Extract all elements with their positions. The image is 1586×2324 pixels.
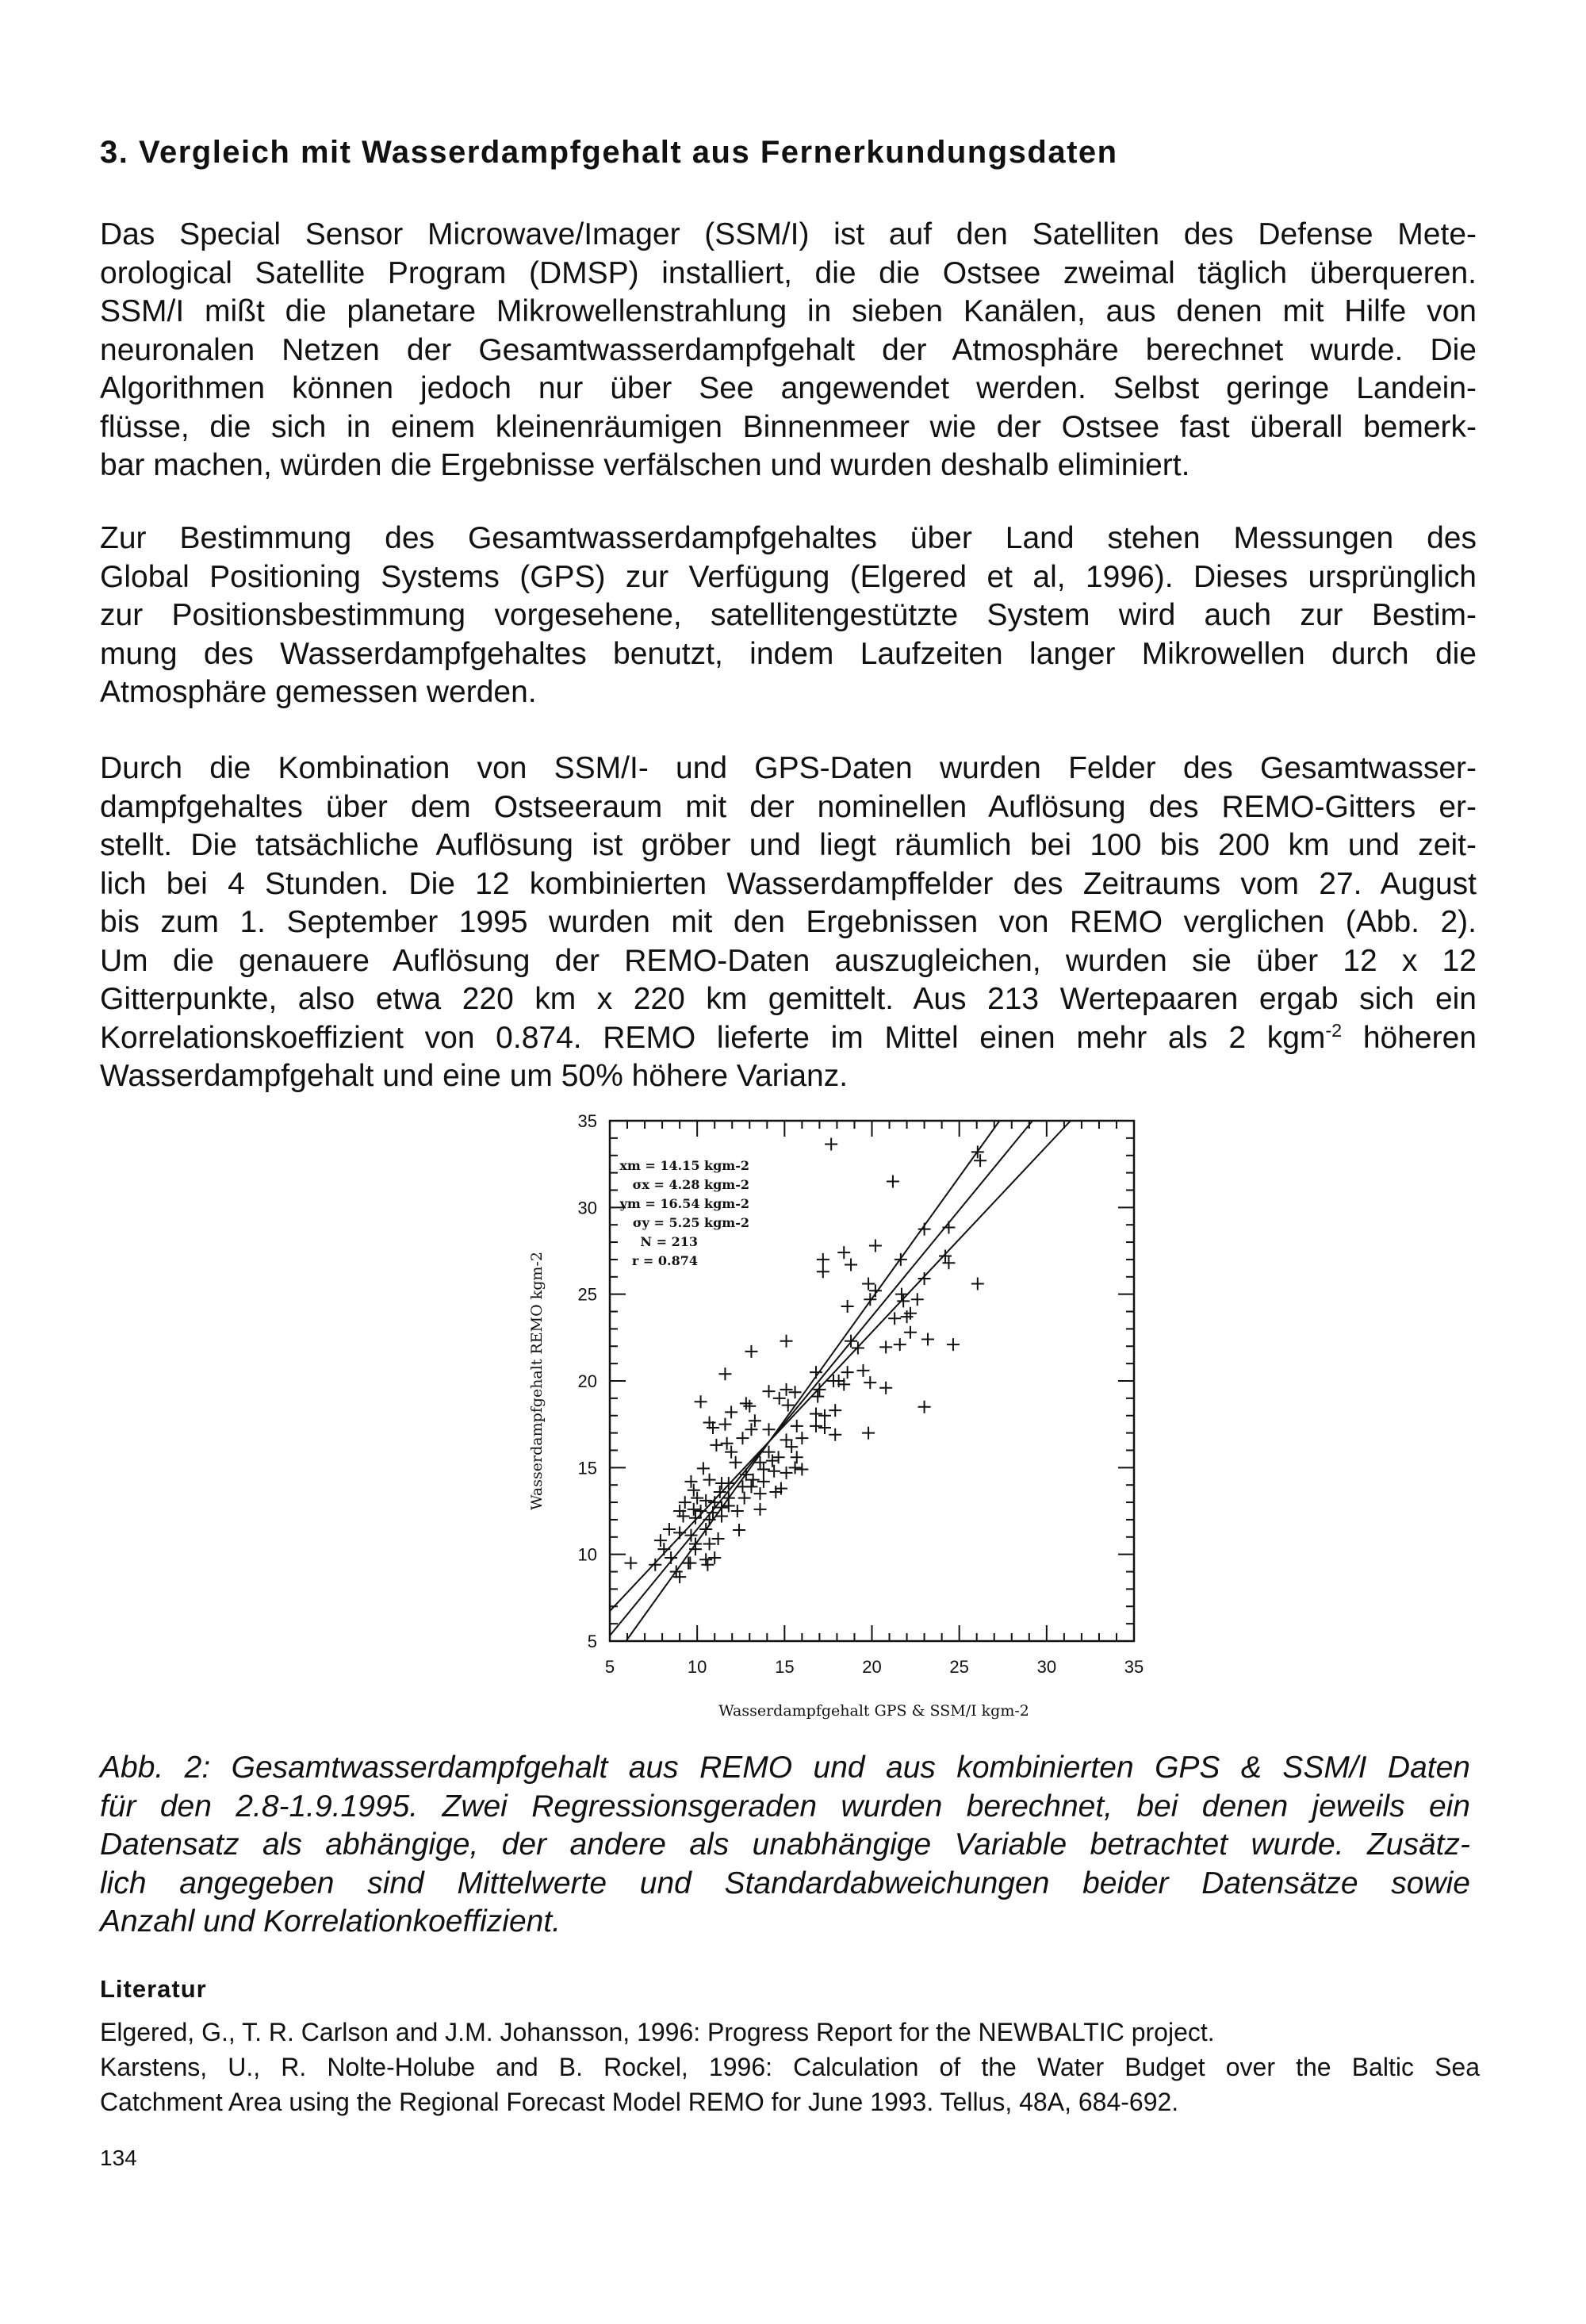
data-point [785, 1440, 798, 1453]
stat-sigma-x: σx = 4.28 kgm-2 [632, 1177, 749, 1192]
data-point [864, 1376, 876, 1389]
data-point [918, 1272, 931, 1285]
text-line: lich bei 4 Stunden. Die 12 kombinierten Wasserdampffelder des Zeitraums vom 27. August [100, 866, 1477, 901]
data-point [825, 1138, 837, 1151]
data-point [753, 1487, 766, 1500]
data-point [703, 1474, 716, 1486]
data-point [780, 1433, 793, 1446]
data-point [795, 1463, 808, 1476]
data-point [780, 1335, 793, 1348]
data-point [810, 1408, 822, 1421]
data-point [624, 1557, 637, 1570]
stats-box [619, 1158, 749, 1268]
data-point [673, 1526, 686, 1539]
data-point [715, 1510, 728, 1523]
data-point [691, 1492, 703, 1505]
y-axis-label: Wasserdampfgehalt REMO kgm-2 [528, 1252, 546, 1510]
data-point [879, 1340, 892, 1353]
caption-line: Anzahl und Korrelationkoeffizient. [100, 1904, 561, 1939]
page-number: 134 [100, 2146, 137, 2170]
y-tick-label: 25 [577, 1284, 597, 1305]
text-line: bis zum 1. September 1995 wurden mit den Ergebnissen von REMO verglichen (Abb. 2). [100, 905, 1477, 939]
reference-item: Elgered, G., T. R. Carlson and J.M. Johansson, 1996: Progress Report for the NEWBALTIC project. [100, 2018, 1215, 2046]
data-point [763, 1385, 776, 1398]
data-point [971, 1278, 984, 1290]
data-point [745, 1480, 757, 1493]
text-line: Global Positioning Systems (GPS) zur Verfügung (Elgered et al, 1996). Dieses ursprünglich [100, 559, 1477, 594]
data-point [841, 1366, 854, 1379]
text-line: Wasserdampfgehalt und eine um 50% höhere Varianz. [100, 1059, 849, 1093]
data-point [901, 1310, 914, 1323]
superscript: -2 [1325, 1019, 1343, 1041]
data-point [904, 1307, 917, 1320]
data-point [775, 1482, 787, 1495]
section-heading: 3. Vergleich mit Wasserdampfgehalt aus Fernerkundungsdaten [100, 135, 1118, 170]
data-point [918, 1223, 931, 1236]
data-point [663, 1523, 676, 1536]
data-point [745, 1423, 757, 1436]
data-point [791, 1451, 803, 1463]
stat-r: r = 0.874 [631, 1253, 698, 1268]
y-tick-label: 5 [587, 1632, 597, 1651]
data-point [795, 1432, 808, 1444]
text-line: Algorithmen können jedoch nur über See angewendet werden. Selbst geringe Landein- [100, 371, 1477, 405]
data-point [888, 1312, 901, 1325]
x-axis-label: Wasserdampfgehalt GPS & SSM/I kgm-2 [718, 1702, 1029, 1720]
text-line: dampfgehaltes über dem Ostseeraum mit der nominellen Auflösung des REMO-Gitters er- [100, 789, 1477, 824]
data-point [947, 1338, 960, 1351]
data-point [918, 1401, 931, 1413]
data-point [743, 1400, 756, 1413]
data-point [695, 1505, 707, 1517]
text-line: flüsse, die sich in einem kleinenräumigen Binnenmeer wie der Ostsee fast überall bemerk- [100, 409, 1477, 444]
data-point [845, 1258, 857, 1271]
caption-line: Abb. 2: Gesamtwasserdampfgehalt aus REMO und aus kombinierten GPS & SSM/I Daten [100, 1751, 1470, 1785]
text-line: Um die genauere Auflösung der REMO-Daten auszugleichen, wurden sie über 12 x 12 [100, 943, 1477, 978]
data-point [837, 1378, 850, 1390]
data-point [837, 1246, 850, 1259]
figure-caption [100, 1749, 1470, 1942]
stat-n: N = 213 [640, 1234, 698, 1249]
text-line: stellt. Die tatsächliche Auflösung ist gröber und liegt räumlich bei 100 bis 200 km und zeit- [100, 828, 1477, 862]
data-point [718, 1418, 731, 1431]
text-line: zur Positionsbestimmung vorgesehene, satellitengestützte System wird auch zur Bestim- [100, 598, 1477, 632]
data-point [856, 1364, 869, 1377]
data-point [817, 1253, 829, 1266]
data-point [817, 1265, 829, 1278]
data-point [791, 1420, 803, 1432]
y-tick-label: 20 [577, 1371, 597, 1391]
data-point [811, 1390, 824, 1403]
data-point [773, 1392, 786, 1405]
data-point [757, 1463, 770, 1476]
data-point [887, 1175, 899, 1188]
x-tick-label: 25 [949, 1657, 969, 1677]
data-point [869, 1239, 882, 1252]
data-point [895, 1288, 908, 1301]
y-tick-label: 15 [577, 1458, 597, 1478]
y-tick-label: 10 [577, 1544, 597, 1565]
data-point [766, 1455, 779, 1467]
stat-xm: xm = 14.15 kgm-2 [619, 1158, 749, 1173]
data-point [974, 1154, 986, 1167]
data-point [904, 1326, 917, 1339]
data-point [736, 1432, 749, 1444]
data-point [718, 1367, 731, 1380]
data-point [654, 1534, 667, 1547]
caption-line: lich angegeben sind Mittelwerte und Standardabweichungen beider Datensätze sowie [100, 1866, 1470, 1900]
data-point [665, 1551, 677, 1564]
data-point [879, 1382, 892, 1394]
data-point [769, 1486, 782, 1498]
data-point [725, 1406, 737, 1418]
data-point [649, 1559, 661, 1571]
data-point [833, 1375, 845, 1387]
data-point [733, 1524, 745, 1536]
data-point [763, 1423, 776, 1436]
x-tick-label: 10 [687, 1657, 707, 1677]
caption-line: für den 2.8-1.9.1995. Zwei Regressionsgeraden wurden berechnet, bei denen jeweils ein [100, 1789, 1470, 1824]
text-line: orological Satellite Program (DMSP) installiert, die die Ostsee zweimal täglich überqueren. [100, 255, 1477, 290]
reference-list [100, 2015, 1480, 2119]
x-tick-label: 5 [604, 1657, 615, 1677]
text-line: Gitterpunkte, also etwa 220 km x 220 km gemittelt. Aus 213 Wertepaaren ergab sich ein [100, 982, 1477, 1016]
data-point [689, 1512, 702, 1524]
data-point [757, 1475, 770, 1488]
data-point [740, 1397, 753, 1409]
text-line: SSM/I mißt die planetare Mikrowellenstrahlung in sieben Kanälen, aus denen mit Hilfe von [100, 294, 1477, 328]
reference-item: Catchment Area using the Regional Forecast Model REMO for June 1993. Tellus, 48A, 684-692. [100, 2088, 1179, 2116]
data-point [939, 1250, 952, 1263]
data-point [897, 1294, 910, 1307]
data-point [921, 1333, 934, 1346]
data-point [657, 1543, 670, 1555]
data-point [942, 1256, 955, 1269]
data-point [703, 1513, 716, 1526]
data-point [708, 1551, 721, 1564]
text-line: mung des Wasserdampfgehaltes benutzt, indem Laufzeiten langer Mikrowellen durch die [100, 636, 1477, 671]
x-tick-label: 30 [1036, 1657, 1057, 1677]
data-point [789, 1386, 802, 1398]
data-point [810, 1420, 822, 1432]
data-point [688, 1484, 700, 1497]
data-point [738, 1492, 751, 1505]
x-tick-label: 35 [1124, 1657, 1144, 1677]
data-point [810, 1366, 822, 1379]
text-line: neuronalen Netzen der Gesamtwasserdampfgehalt der Atmosphäre berechnet wurde. Die [100, 332, 1477, 367]
y-tick-label: 30 [577, 1198, 597, 1218]
data-point [688, 1503, 700, 1516]
text-line: bar machen, würden die Ergebnisse verfälschen und wurden deshalb eliminiert. [100, 448, 1190, 482]
data-point [942, 1221, 955, 1233]
x-tick-label: 20 [862, 1657, 882, 1677]
data-point [753, 1503, 766, 1516]
text-fragment: Korrelationskoeffizient von 0.874. REMO lieferte im Mittel einen mehr als 2 kgm [100, 1020, 1326, 1055]
data-point [818, 1421, 831, 1434]
data-point [679, 1496, 691, 1509]
data-point [841, 1300, 854, 1313]
data-point [710, 1439, 722, 1452]
x-tick-label: 15 [775, 1657, 795, 1677]
data-point [911, 1293, 924, 1306]
stat-ym: ym = 16.54 kgm-2 [619, 1196, 749, 1211]
literature-heading: Literatur [100, 1975, 207, 2003]
data-point [695, 1395, 707, 1408]
text-line: Atmosphäre gemessen werden. [100, 675, 537, 709]
text-line: Das Special Sensor Microwave/Imager (SSM/I) ist auf den Satelliten des Defense Mete- [100, 217, 1477, 251]
data-point [697, 1462, 710, 1475]
data-point [768, 1465, 780, 1478]
y-tick-label: 35 [577, 1111, 597, 1131]
text-line: Durch die Kombination von SSM/I- und GPS-Daten wurden Felder des Gesamtwasser- [100, 751, 1477, 785]
data-point [829, 1429, 841, 1441]
data-point [780, 1383, 793, 1396]
data-point [684, 1475, 697, 1488]
reference-item: Karstens, U., R. Nolte-Holube and B. Rockel, 1996: Calculation of the Water Budget over the Baltic Sea [100, 2053, 1480, 2081]
data-point [749, 1414, 761, 1427]
data-point [862, 1427, 875, 1440]
text-fragment: höheren [1342, 1020, 1477, 1055]
stat-sigma-y: σy = 5.25 kgm-2 [632, 1215, 749, 1230]
caption-line: Datensatz als abhängige, der andere als unabhängige Variable betrachtet wurde. Zusätz- [100, 1827, 1470, 1862]
data-point [745, 1345, 757, 1358]
data-point [894, 1338, 906, 1351]
data-point [862, 1278, 875, 1290]
text-line: Zur Bestimmung des Gesamtwasserdampfgehaltes über Land stehen Messungen des [100, 521, 1477, 555]
